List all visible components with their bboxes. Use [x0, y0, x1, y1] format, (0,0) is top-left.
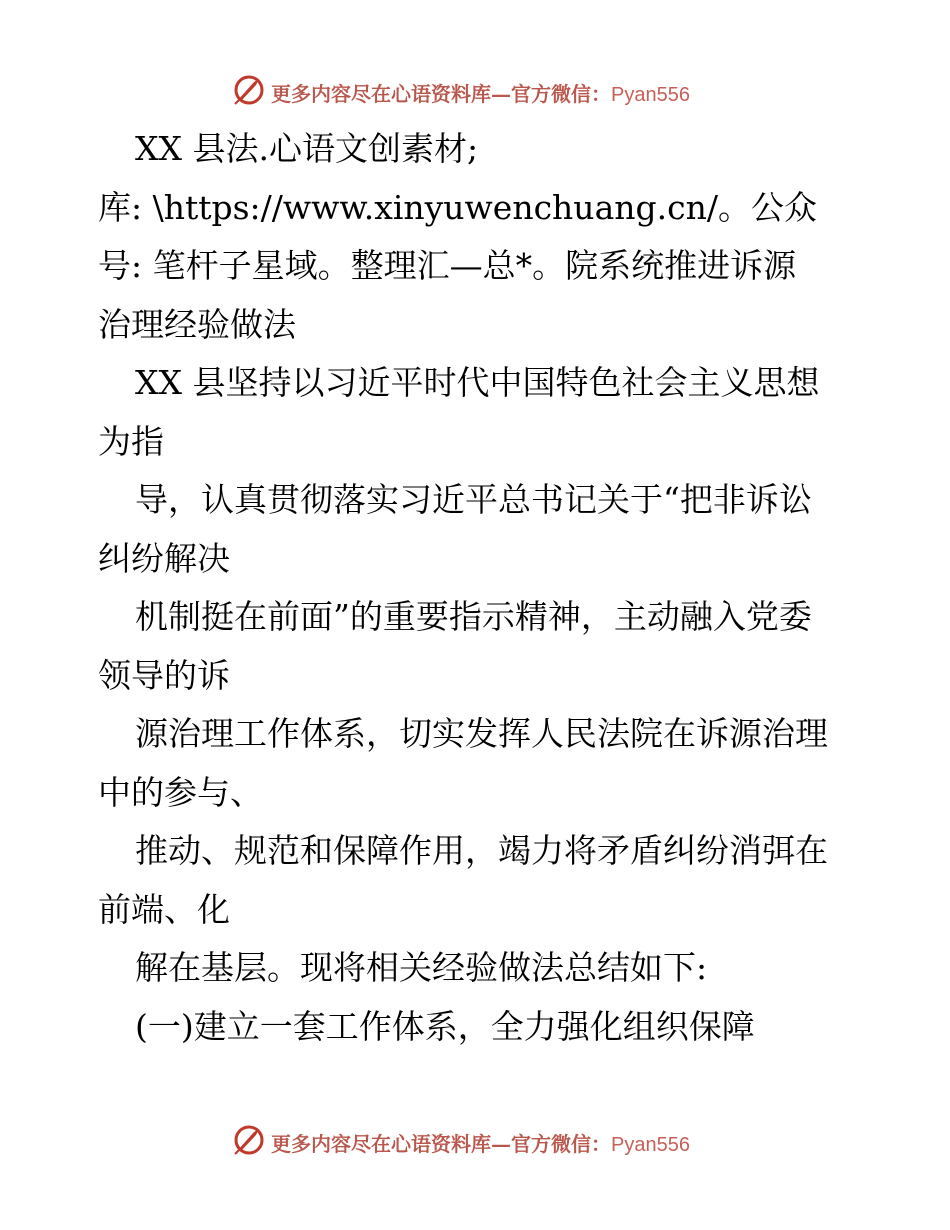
text-line: 前端、化 — [98, 889, 230, 929]
text-line: 机制挺在前面”的重要指示精神，主动融入党委 — [135, 597, 812, 636]
text-line: XX 县坚持以习近平时代中国特色社会主义思想 — [135, 363, 820, 402]
text-line: 为指 — [98, 421, 164, 461]
text-line: 中的参与、 — [98, 772, 263, 812]
footer-watermark-banner — [0, 1120, 950, 1160]
text-line: XX 县法.心语文创素材; — [135, 129, 479, 168]
text-line: 导，认真贯彻落实习近平总书记关于“把非诉讼 — [135, 480, 812, 519]
section-heading: (一)建立一套工作体系，全力强化组织保障 — [135, 1006, 755, 1046]
red-quill-circle-icon — [232, 1123, 266, 1157]
footer-watermark-text: 更多内容尽在心语资料库—官方微信：Pyan556 — [271, 1132, 690, 1156]
text-line: 源治理工作体系，切实发挥人民法院在诉源治理 — [135, 714, 828, 753]
document-body — [98, 120, 858, 1056]
header-watermark-text: 更多内容尽在心语资料库—官方微信：Pyan556 — [271, 82, 690, 106]
text-line: 库: \https://www.xinyuwenchuang.cn/。公众 — [98, 187, 817, 227]
red-quill-circle-icon — [232, 73, 266, 107]
text-line: 治理经验做法 — [98, 304, 296, 344]
text-line: 解在基层。现将相关经验做法总结如下: — [135, 948, 708, 987]
text-line: 领导的诉 — [98, 655, 230, 695]
text-line: 推动、规范和保障作用，竭力将矛盾纠纷消弭在 — [135, 831, 828, 870]
text-line: 号: 笔杆子星域。整理汇—总*。院系统推进诉源 — [98, 246, 797, 285]
text-line: 纠纷解决 — [98, 538, 230, 578]
header-watermark-banner — [0, 70, 950, 110]
